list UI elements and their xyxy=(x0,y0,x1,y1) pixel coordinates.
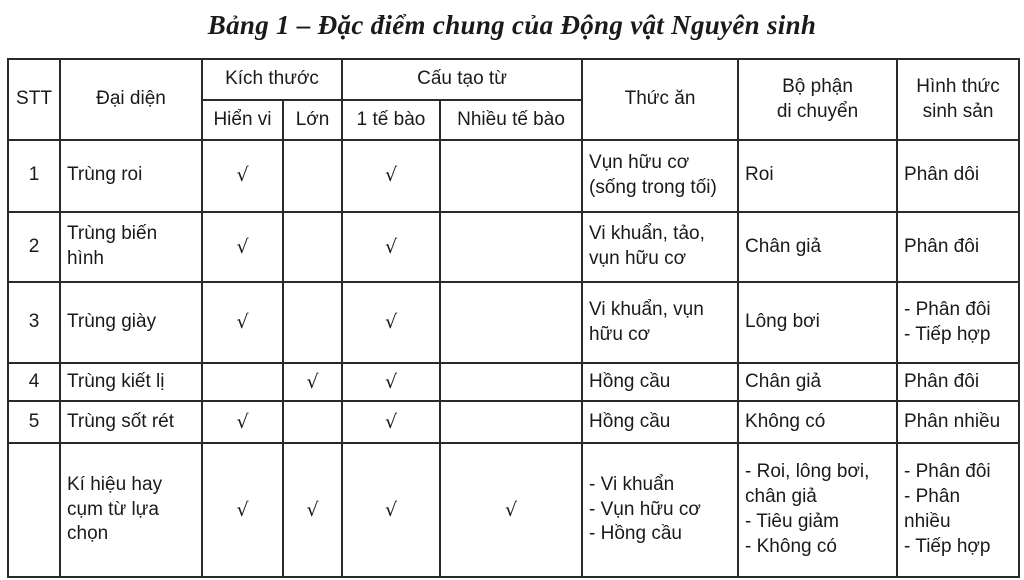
header-thuc-an: Thức ăn xyxy=(582,59,738,140)
cell-dai-dien-line: Kí hiệu hay xyxy=(67,473,163,495)
cell-nhieu-te-bao xyxy=(440,363,582,401)
cell-stt: 4 xyxy=(8,363,60,401)
header-hinh-thuc-sinh-san xyxy=(897,59,1019,140)
cell-thuc-an xyxy=(582,212,738,283)
cell-sinh-san-line: - Tiếp hợp xyxy=(904,535,991,557)
cell-dai-dien-line: Trùng roi xyxy=(67,164,143,186)
cell-thuc-an-line: Hồng cầu xyxy=(589,410,671,432)
cell-mot-te-bao: √ xyxy=(342,363,440,401)
cell-thuc-an-line: Vi khuẩn, tảo, xyxy=(589,223,705,245)
header-dai-dien: Đại diện xyxy=(60,59,202,140)
table-row xyxy=(8,140,1019,212)
table-header xyxy=(8,59,1019,140)
cell-hien-vi: √ xyxy=(202,140,283,212)
cell-sinh-san-line: - Phân đôi xyxy=(904,461,991,483)
cell-di-chuyen-line: - Không có xyxy=(745,535,837,557)
cell-lon xyxy=(283,140,342,212)
table-row xyxy=(8,282,1019,363)
cell-dai-dien xyxy=(60,363,202,401)
cell-thuc-an-line: - Vụn hữu cơ xyxy=(589,498,701,520)
cell-di-chuyen xyxy=(738,140,897,212)
table-body xyxy=(8,140,1019,577)
cell-sinh-san xyxy=(897,443,1019,577)
cell-di-chuyen-line: - Tiêu giảm xyxy=(745,510,840,532)
header-stt: STT xyxy=(8,59,60,140)
header-bo-phan-line-1: Bộ phận xyxy=(782,75,853,97)
cell-thuc-an-line: hữu cơ xyxy=(589,323,651,345)
cell-lon xyxy=(283,282,342,363)
cell-sinh-san-line: Phân đôi xyxy=(904,235,980,257)
cell-di-chuyen-line: - Roi, lông bơi, xyxy=(745,461,870,483)
cell-dai-dien xyxy=(60,443,202,577)
cell-hien-vi: √ xyxy=(202,282,283,363)
cell-sinh-san-line: - Phân đôi xyxy=(904,298,991,320)
cell-thuc-an-line: Vụn hữu cơ xyxy=(589,152,690,174)
cell-dai-dien-line: Trùng kiết lị xyxy=(67,370,165,392)
cell-di-chuyen xyxy=(738,401,897,442)
cell-di-chuyen xyxy=(738,363,897,401)
cell-mot-te-bao: √ xyxy=(342,443,440,577)
cell-sinh-san-line: - Phân xyxy=(904,486,961,508)
cell-sinh-san xyxy=(897,282,1019,363)
cell-di-chuyen-line: chân giả xyxy=(745,486,817,508)
cell-nhieu-te-bao xyxy=(440,282,582,363)
cell-di-chuyen-line: Roi xyxy=(745,164,774,186)
cell-dai-dien-line: chọn xyxy=(67,523,109,545)
header-sinh-san-line-2: sinh sản xyxy=(922,100,994,122)
cell-di-chuyen xyxy=(738,282,897,363)
cell-stt: 3 xyxy=(8,282,60,363)
cell-thuc-an xyxy=(582,363,738,401)
cell-thuc-an-line: - Vi khuẩn xyxy=(589,473,675,495)
cell-thuc-an xyxy=(582,443,738,577)
cell-nhieu-te-bao xyxy=(440,212,582,283)
cell-nhieu-te-bao xyxy=(440,401,582,442)
cell-dai-dien xyxy=(60,212,202,283)
protozoa-table xyxy=(7,58,1020,578)
table-row xyxy=(8,363,1019,401)
cell-lon xyxy=(283,212,342,283)
cell-sinh-san xyxy=(897,363,1019,401)
cell-hien-vi: √ xyxy=(202,443,283,577)
cell-di-chuyen-line: Chân giả xyxy=(745,370,822,392)
cell-di-chuyen-line: Không có xyxy=(745,410,826,432)
cell-hien-vi xyxy=(202,363,283,401)
table-row xyxy=(8,443,1019,577)
header-lon: Lớn xyxy=(283,100,342,140)
header-hien-vi: Hiển vi xyxy=(202,100,283,140)
cell-thuc-an-line: Vi khuẩn, vụn xyxy=(589,298,704,320)
cell-thuc-an xyxy=(582,282,738,363)
cell-sinh-san-line: - Tiếp hợp xyxy=(904,323,991,345)
cell-thuc-an xyxy=(582,401,738,442)
cell-dai-dien xyxy=(60,401,202,442)
cell-mot-te-bao: √ xyxy=(342,140,440,212)
cell-stt: 2 xyxy=(8,212,60,283)
header-nhieu-te-bao: Nhiều tế bào xyxy=(440,100,582,140)
header-cau-tao-tu: Cấu tạo từ xyxy=(342,59,582,100)
cell-dai-dien-line: hình xyxy=(67,247,104,269)
cell-stt xyxy=(8,443,60,577)
cell-sinh-san xyxy=(897,140,1019,212)
cell-thuc-an-line: vụn hữu cơ xyxy=(589,247,687,269)
cell-nhieu-te-bao: √ xyxy=(440,443,582,577)
header-kich-thuoc: Kích thước xyxy=(202,59,342,100)
cell-sinh-san-line: Phân dôi xyxy=(904,164,980,186)
cell-thuc-an-line: Hồng cầu xyxy=(589,370,671,392)
table-row xyxy=(8,401,1019,442)
cell-sinh-san-line: Phân đôi xyxy=(904,370,980,392)
cell-sinh-san-line: nhiều xyxy=(904,510,951,532)
table-title: Bảng 1 – Đặc điểm chung của Động vật Nguyên sinh xyxy=(207,10,817,40)
cell-hien-vi: √ xyxy=(202,212,283,283)
cell-dai-dien xyxy=(60,282,202,363)
cell-mot-te-bao: √ xyxy=(342,401,440,442)
cell-mot-te-bao: √ xyxy=(342,282,440,363)
cell-dai-dien-line: cụm từ lựa xyxy=(67,498,159,520)
cell-stt: 5 xyxy=(8,401,60,442)
header-bo-phan-di-chuyen xyxy=(738,59,897,140)
header-mot-te-bao: 1 tế bào xyxy=(342,100,440,140)
header-sinh-san-line-1: Hình thức xyxy=(916,75,1000,97)
cell-stt: 1 xyxy=(8,140,60,212)
cell-lon xyxy=(283,401,342,442)
cell-hien-vi: √ xyxy=(202,401,283,442)
cell-sinh-san xyxy=(897,401,1019,442)
cell-thuc-an xyxy=(582,140,738,212)
cell-dai-dien-line: Trùng giày xyxy=(67,311,157,333)
cell-di-chuyen xyxy=(738,443,897,577)
cell-dai-dien-line: Trùng sốt rét xyxy=(67,410,175,432)
cell-lon: √ xyxy=(283,443,342,577)
cell-thuc-an-line: (sống trong tối) xyxy=(589,176,717,198)
cell-lon: √ xyxy=(283,363,342,401)
table-row xyxy=(8,212,1019,283)
cell-di-chuyen-line: Lông bơi xyxy=(745,311,820,333)
cell-nhieu-te-bao xyxy=(440,140,582,212)
cell-dai-dien xyxy=(60,140,202,212)
cell-sinh-san-line: Phân nhiều xyxy=(904,410,1001,432)
cell-di-chuyen xyxy=(738,212,897,283)
cell-mot-te-bao: √ xyxy=(342,212,440,283)
cell-thuc-an-line: - Hồng cầu xyxy=(589,523,682,545)
cell-di-chuyen-line: Chân giả xyxy=(745,235,822,257)
cell-sinh-san xyxy=(897,212,1019,283)
cell-dai-dien-line: Trùng biến xyxy=(67,223,158,245)
header-bo-phan-line-2: di chuyển xyxy=(776,100,859,122)
